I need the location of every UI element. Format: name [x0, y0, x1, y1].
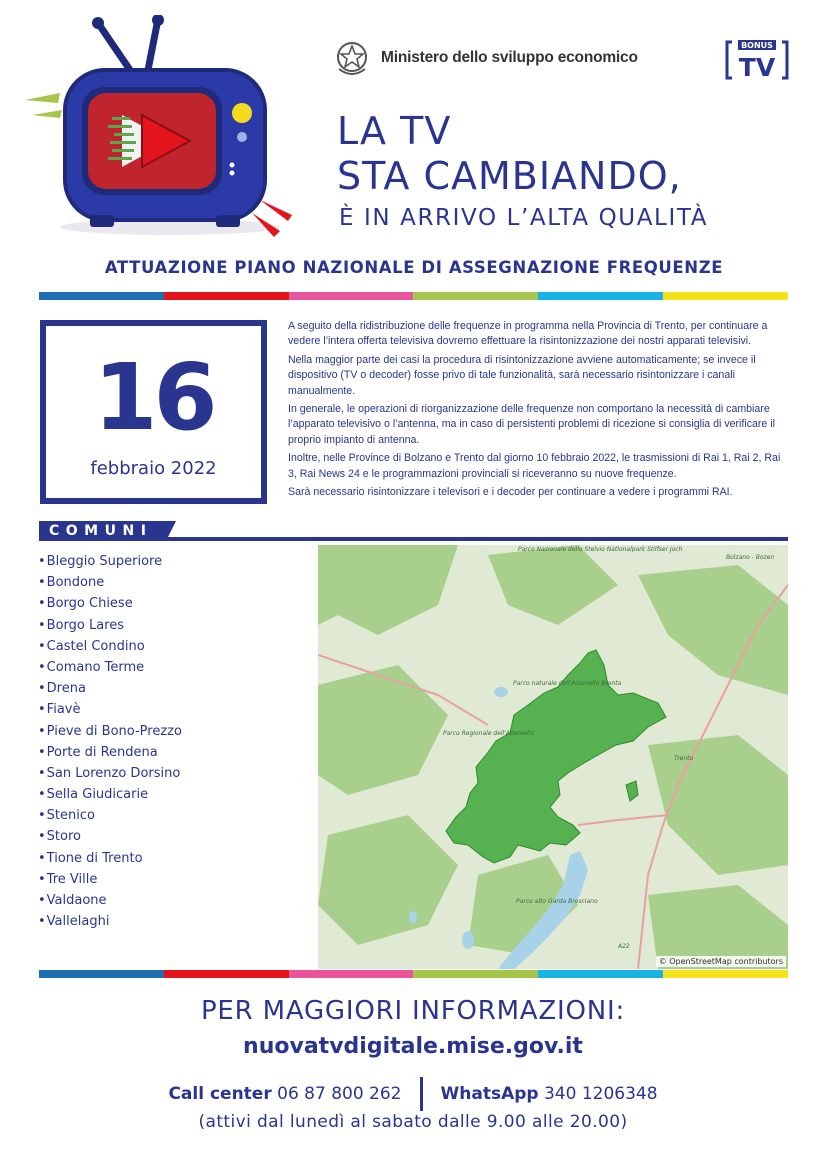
list-item: • Tione di Trento	[38, 848, 182, 869]
map-label-adamello-brenta: Parco naturale dell'Adamello Brenta	[513, 680, 622, 687]
list-item: • Castel Condino	[38, 636, 182, 657]
map-canvas	[318, 545, 788, 969]
map[interactable]	[318, 545, 788, 969]
list-item: • Borgo Lares	[38, 615, 182, 636]
bonus-logo-top: BONUS	[741, 41, 773, 50]
info-url-link[interactable]: nuovatvdigitale.mise.gov.it	[243, 1034, 583, 1059]
map-label-bolzano: Bolzano - Bozen	[726, 554, 775, 561]
bonus-tv-logo	[724, 38, 790, 82]
comuni-rule	[166, 537, 788, 541]
comuni-heading: COMUNI	[39, 521, 166, 541]
date-day: 16	[93, 344, 214, 451]
stripe-segment	[289, 292, 414, 300]
map-label-stelvio: Parco Nazionale dello Stelvio Nationalpark Stilfser Joch	[518, 546, 683, 553]
service-hours: (attivi dal lunedì al sabato dalle 9.00 alle 20.00)	[198, 1112, 628, 1132]
list-item: • Pieve di Bono-Prezzo	[38, 721, 182, 742]
list-item: • Sella Giudicarie	[38, 784, 182, 805]
list-item: • Bondone	[38, 572, 182, 593]
contacts	[0, 1077, 826, 1111]
map-label-adamello: Parco Regionale dell'Adamello	[443, 730, 535, 737]
whatsapp-label: WhatsApp	[440, 1084, 539, 1104]
stripe-segment	[289, 970, 414, 978]
map-label-trento: Trento	[674, 755, 694, 762]
map-credit[interactable]: © OpenStreetMap contributors	[656, 956, 786, 967]
headline-line2: STA CAMBIANDO,	[337, 154, 682, 198]
plan-title: ATTUAZIONE PIANO NAZIONALE DI ASSEGNAZIONE FREQUENZE	[104, 258, 724, 277]
stripe-segment	[538, 292, 663, 300]
body-text	[288, 319, 790, 503]
stripe-segment	[413, 292, 538, 300]
list-item: • Borgo Chiese	[38, 593, 182, 614]
map-label-alto-garda: Parco alto Garda Bresciano	[516, 898, 598, 905]
tv-illustration	[20, 15, 310, 240]
body-paragraph: A seguito della ridistribuzione delle frequenze in programma nella Provincia di Trento, per continuare a vedere l’intera offerta televisiva dovremo effettuare la risintonizzazione dei nostri apparati televisivi.	[288, 320, 768, 348]
stripe-segment	[39, 292, 164, 300]
stripe-segment	[39, 970, 164, 978]
list-item: • Porte di Rendena	[38, 742, 182, 763]
list-item: • Drena	[38, 678, 182, 699]
ministry-header	[335, 38, 638, 78]
map-label-a22: A22	[618, 943, 630, 950]
whatsapp-number: 340 1206348	[543, 1084, 658, 1104]
list-item: • Valdaone	[38, 890, 182, 911]
call-center-number: 06 87 800 262	[277, 1084, 402, 1104]
date-month-year: febbraio 2022	[90, 458, 217, 479]
emblem-icon	[335, 39, 369, 77]
stripe-segment	[538, 970, 663, 978]
color-stripe-top	[39, 292, 788, 300]
list-item: • Storo	[38, 826, 182, 847]
comuni-list	[38, 551, 182, 932]
list-item: • San Lorenzo Dorsino	[38, 763, 182, 784]
color-stripe-bottom	[39, 970, 788, 978]
headline-line3: È IN ARRIVO L’ALTA QUALITÀ	[339, 205, 709, 231]
stripe-segment	[164, 292, 289, 300]
body-paragraph: In generale, le operazioni di riorganizzazione delle frequenze non comportano la necessità di cambiare l’apparato televisivo o l’antenna, ma in caso di persistenti problemi di ricezione si consiglia di verificare il proprio impianto di antenna.	[288, 403, 775, 446]
ministry-name: Ministero dello sviluppo economico	[381, 49, 638, 66]
info-title: PER MAGGIORI INFORMAZIONI:	[200, 996, 626, 1026]
body-paragraph: Sarà necessario risintonizzare i televisori e i decoder per continuare a vedere i programmi RAI.	[288, 486, 733, 499]
stripe-segment	[413, 970, 538, 978]
call-center-label: Call center	[168, 1084, 272, 1104]
list-item: • Vallelaghi	[38, 911, 182, 932]
stripe-segment	[663, 970, 788, 978]
contact-divider	[420, 1077, 423, 1111]
bonus-logo-main: TV	[738, 53, 776, 82]
list-item: • Stenico	[38, 805, 182, 826]
call-center[interactable]	[168, 1084, 401, 1104]
body-paragraph: Nella maggior parte dei casi la procedura di risintonizzazione avviene automaticamente; se invece il dispositivo (TV o decoder) fosse privo di tale funzionalità, sarà necessario risintonizzare i canali manualmente.	[288, 353, 756, 397]
body-paragraph: Inoltre, nelle Province di Bolzano e Trento dal giorno 10 febbraio 2022, le trasmissioni di Rai 1, Rai 2, Rai 3, Rai News 24 e le programmazioni provinciali si riceveranno su nuove frequenze.	[288, 452, 781, 480]
list-item: • Bleggio Superiore	[38, 551, 182, 572]
headline-line1: LA TV	[337, 109, 452, 153]
stripe-segment	[663, 292, 788, 300]
list-item: • Tre Ville	[38, 869, 182, 890]
date-box	[40, 320, 267, 504]
comuni-heading-bar	[39, 521, 788, 541]
whatsapp[interactable]	[441, 1084, 658, 1104]
stripe-segment	[164, 970, 289, 978]
list-item: • Fiavè	[38, 699, 182, 720]
list-item: • Comano Terme	[38, 657, 182, 678]
